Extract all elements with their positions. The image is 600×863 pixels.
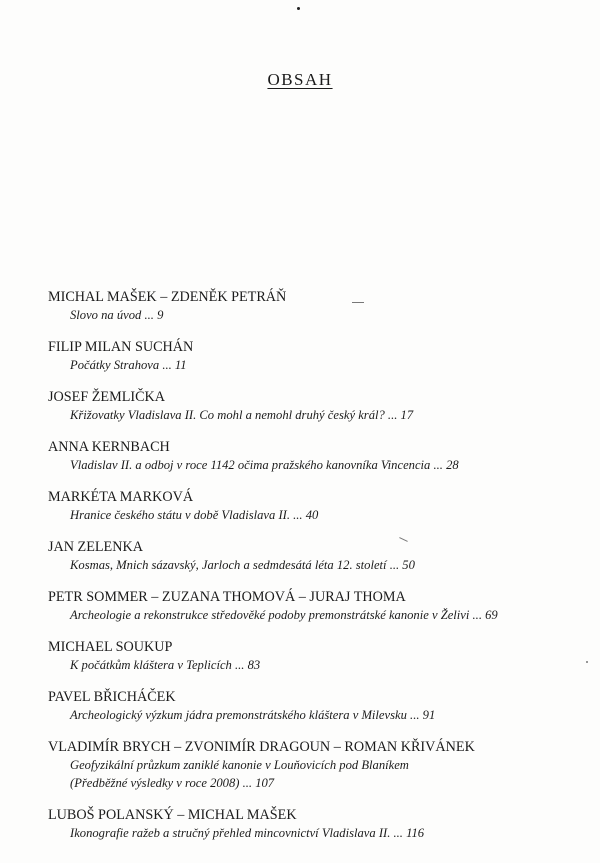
entry-authors: MARKÉTA MARKOVÁ [48,489,194,505]
entry-title: Křižovatky Vladislava II. Co mohl a nemohl druhý český král? ... 17 [70,408,414,422]
entry-title: Slovo na úvod ... 9 [70,308,164,322]
toc-entry [48,488,568,524]
entry-authors: ANNA KERNBACH [48,439,170,455]
entry-authors: VLADIMÍR BRYCH – ZVONIMÍR DRAGOUN – ROMAN KŘIVÁNEK [48,739,475,755]
entry-title: K počátkům kláštera v Teplicích ... 83 [70,658,261,672]
toc-entry [48,338,568,374]
toc-entry [48,738,568,792]
toc-entry [48,538,568,574]
entry-authors: PAVEL BŘICHÁČEK [48,689,176,705]
toc-entry [48,288,568,324]
entry-title: Vladislav II. a odboj v roce 1142 očima pražského kanovníka Vincencia ... 28 [70,458,459,472]
entry-title: Ikonografie ražeb a stručný přehled mincovnictví Vladislava II. ... 116 [70,826,425,840]
page-title: OBSAH [267,70,333,89]
toc-entry [48,438,568,474]
entry-authors: FILIP MILAN SUCHÁN [48,339,194,355]
entry-authors: PETR SOMMER – ZUZANA THOMOVÁ – JURAJ THOMA [48,589,406,605]
entry-title-continued: (Předběžné výsledky v roce 2008) ... 107 [70,776,275,790]
table-of-contents [48,288,568,856]
entry-authors: JAN ZELENKA [48,539,143,555]
toc-entry [48,806,568,842]
entry-title: Kosmas, Mnich sázavský, Jarloch a sedmdesátá léta 12. století ... 50 [70,558,415,572]
entry-title: Archeologický výzkum jádra premonstrátského kláštera v Milevsku ... 91 [70,708,436,722]
toc-entry [48,638,568,674]
entry-authors: MICHAL MAŠEK – ZDENĚK PETRÁŇ [48,289,287,305]
entry-title: Počátky Strahova ... 11 [70,358,187,372]
entry-authors: JOSEF ŽEMLIČKA [48,389,166,405]
entry-authors: LUBOŠ POLANSKÝ – MICHAL MAŠEK [48,807,297,823]
toc-entry [48,388,568,424]
entry-authors: MICHAEL SOUKUP [48,639,173,655]
entry-title: Archeologie a rekonstrukce středověké podoby premonstrátské kanonie v Želivi ... 69 [70,608,498,622]
speck [586,661,588,663]
speck [297,7,300,10]
toc-entry [48,688,568,724]
entry-title: Hranice českého státu v době Vladislava II. ... 40 [70,508,319,522]
toc-entry [48,588,568,624]
entry-title: Geofyzikální průzkum zaniklé kanonie v Louňovicích pod Blaníkem [70,758,409,772]
